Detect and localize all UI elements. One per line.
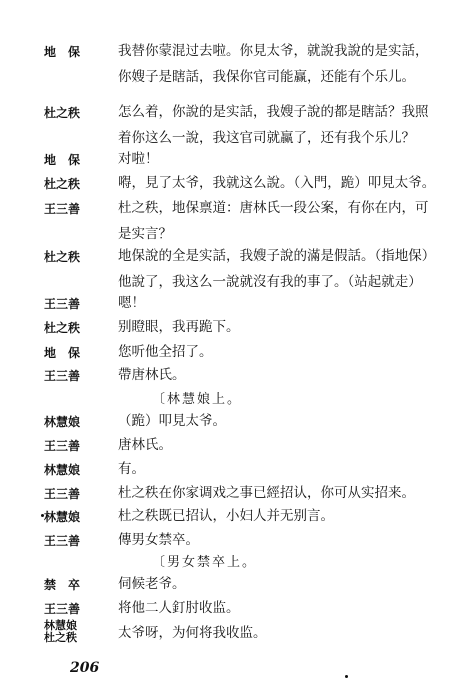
dialogue-text: 怎么着，你說的是实話，我嫂子說的都是瞎話？我照 [118, 104, 429, 120]
speaker-name: 杜之秩 [44, 321, 81, 335]
dialogue-text: 帶唐林氏。 [118, 367, 186, 383]
speaker-name: 杜之秩 [44, 177, 81, 191]
stage-direction-text: 〔林慧娘上。 [152, 392, 243, 407]
speaker-name: 林慧娘 杜之秩 [44, 619, 77, 644]
dialogue-text: （跪）叩見太爷。 [118, 413, 226, 429]
dialogue-text: 杜之秩，地保禀道：唐林氏一段公案，有你在内，可 [118, 200, 429, 216]
dialogue-text: 他說了，我这么一說就沒有我的事了。（站起就走） [118, 274, 422, 290]
print-speck [345, 675, 348, 678]
dialogue-text: 伺候老爷。 [118, 576, 186, 592]
speaker-name: 王三善 [44, 487, 81, 501]
dialogue-text: 对啦！ [118, 151, 159, 167]
speaker-name: 王三善 [44, 369, 81, 383]
speaker-name: 禁 卒 [44, 578, 81, 592]
dialogue-text: 嗯！ [118, 295, 145, 311]
speaker-name: 地 保 [44, 45, 81, 59]
dialogue-text: 你嫂子是瞎話，我保你官司能赢，还能有个乐儿。 [118, 69, 415, 85]
speaker-name: 杜之秩 [44, 250, 81, 264]
page-number: 206 [70, 660, 100, 676]
speaker-name: 王三善 [44, 534, 81, 548]
dialogue-text: 有。 [118, 461, 145, 477]
dialogue-text: 您听他全招了。 [118, 344, 213, 360]
speaker-name: 林慧娘 [44, 510, 81, 524]
dialogue-text: 我替你蒙混过去啦。你見太爷，就說我說的是实話， [118, 43, 429, 59]
speaker-name: 地 保 [44, 153, 81, 167]
speaker-name: 林慧娘 [44, 415, 81, 429]
dialogue-text: 嘚，見了太爷，我就这么說。（入門，跪）叩見太爷。 [118, 175, 436, 191]
dialogue-text: 唐林氏。 [118, 437, 172, 453]
speaker-name: 王三善 [44, 202, 81, 216]
stage-direction-text: 〔男女禁卒上。 [152, 555, 258, 570]
speaker-name: 林慧娘 [44, 463, 81, 477]
dialogue-text: 别瞪眼，我再跪下。 [118, 319, 240, 335]
dialogue-text: 着你这么一說，我这官司就赢了，还有我个乐儿？ [118, 130, 415, 146]
dialogue-text: 太爷呀，为何将我收监。 [118, 625, 267, 641]
speaker-name: 王三善 [44, 439, 81, 453]
dialogue-text: 傳男女禁卒。 [118, 532, 199, 548]
speaker-name: 王三善 [44, 297, 81, 311]
dialogue-text: 将他二人釘肘收监。 [118, 600, 240, 616]
dialogue-text: 地保說的全是实話，我嫂子說的滿是假話。（指地保） [118, 248, 436, 264]
speaker-name: 杜之秩 [44, 106, 81, 120]
dialogue-text: 是实言？ [118, 226, 172, 242]
print-speck [41, 514, 44, 517]
speaker-name: 地 保 [44, 346, 81, 360]
dialogue-text: 杜之秩既已招认，小妇人并无别言。 [118, 508, 334, 524]
dialogue-text: 杜之秩在你家调戏之事已經招认，你可从实招来。 [118, 485, 415, 501]
speaker-name: 王三善 [44, 602, 81, 616]
